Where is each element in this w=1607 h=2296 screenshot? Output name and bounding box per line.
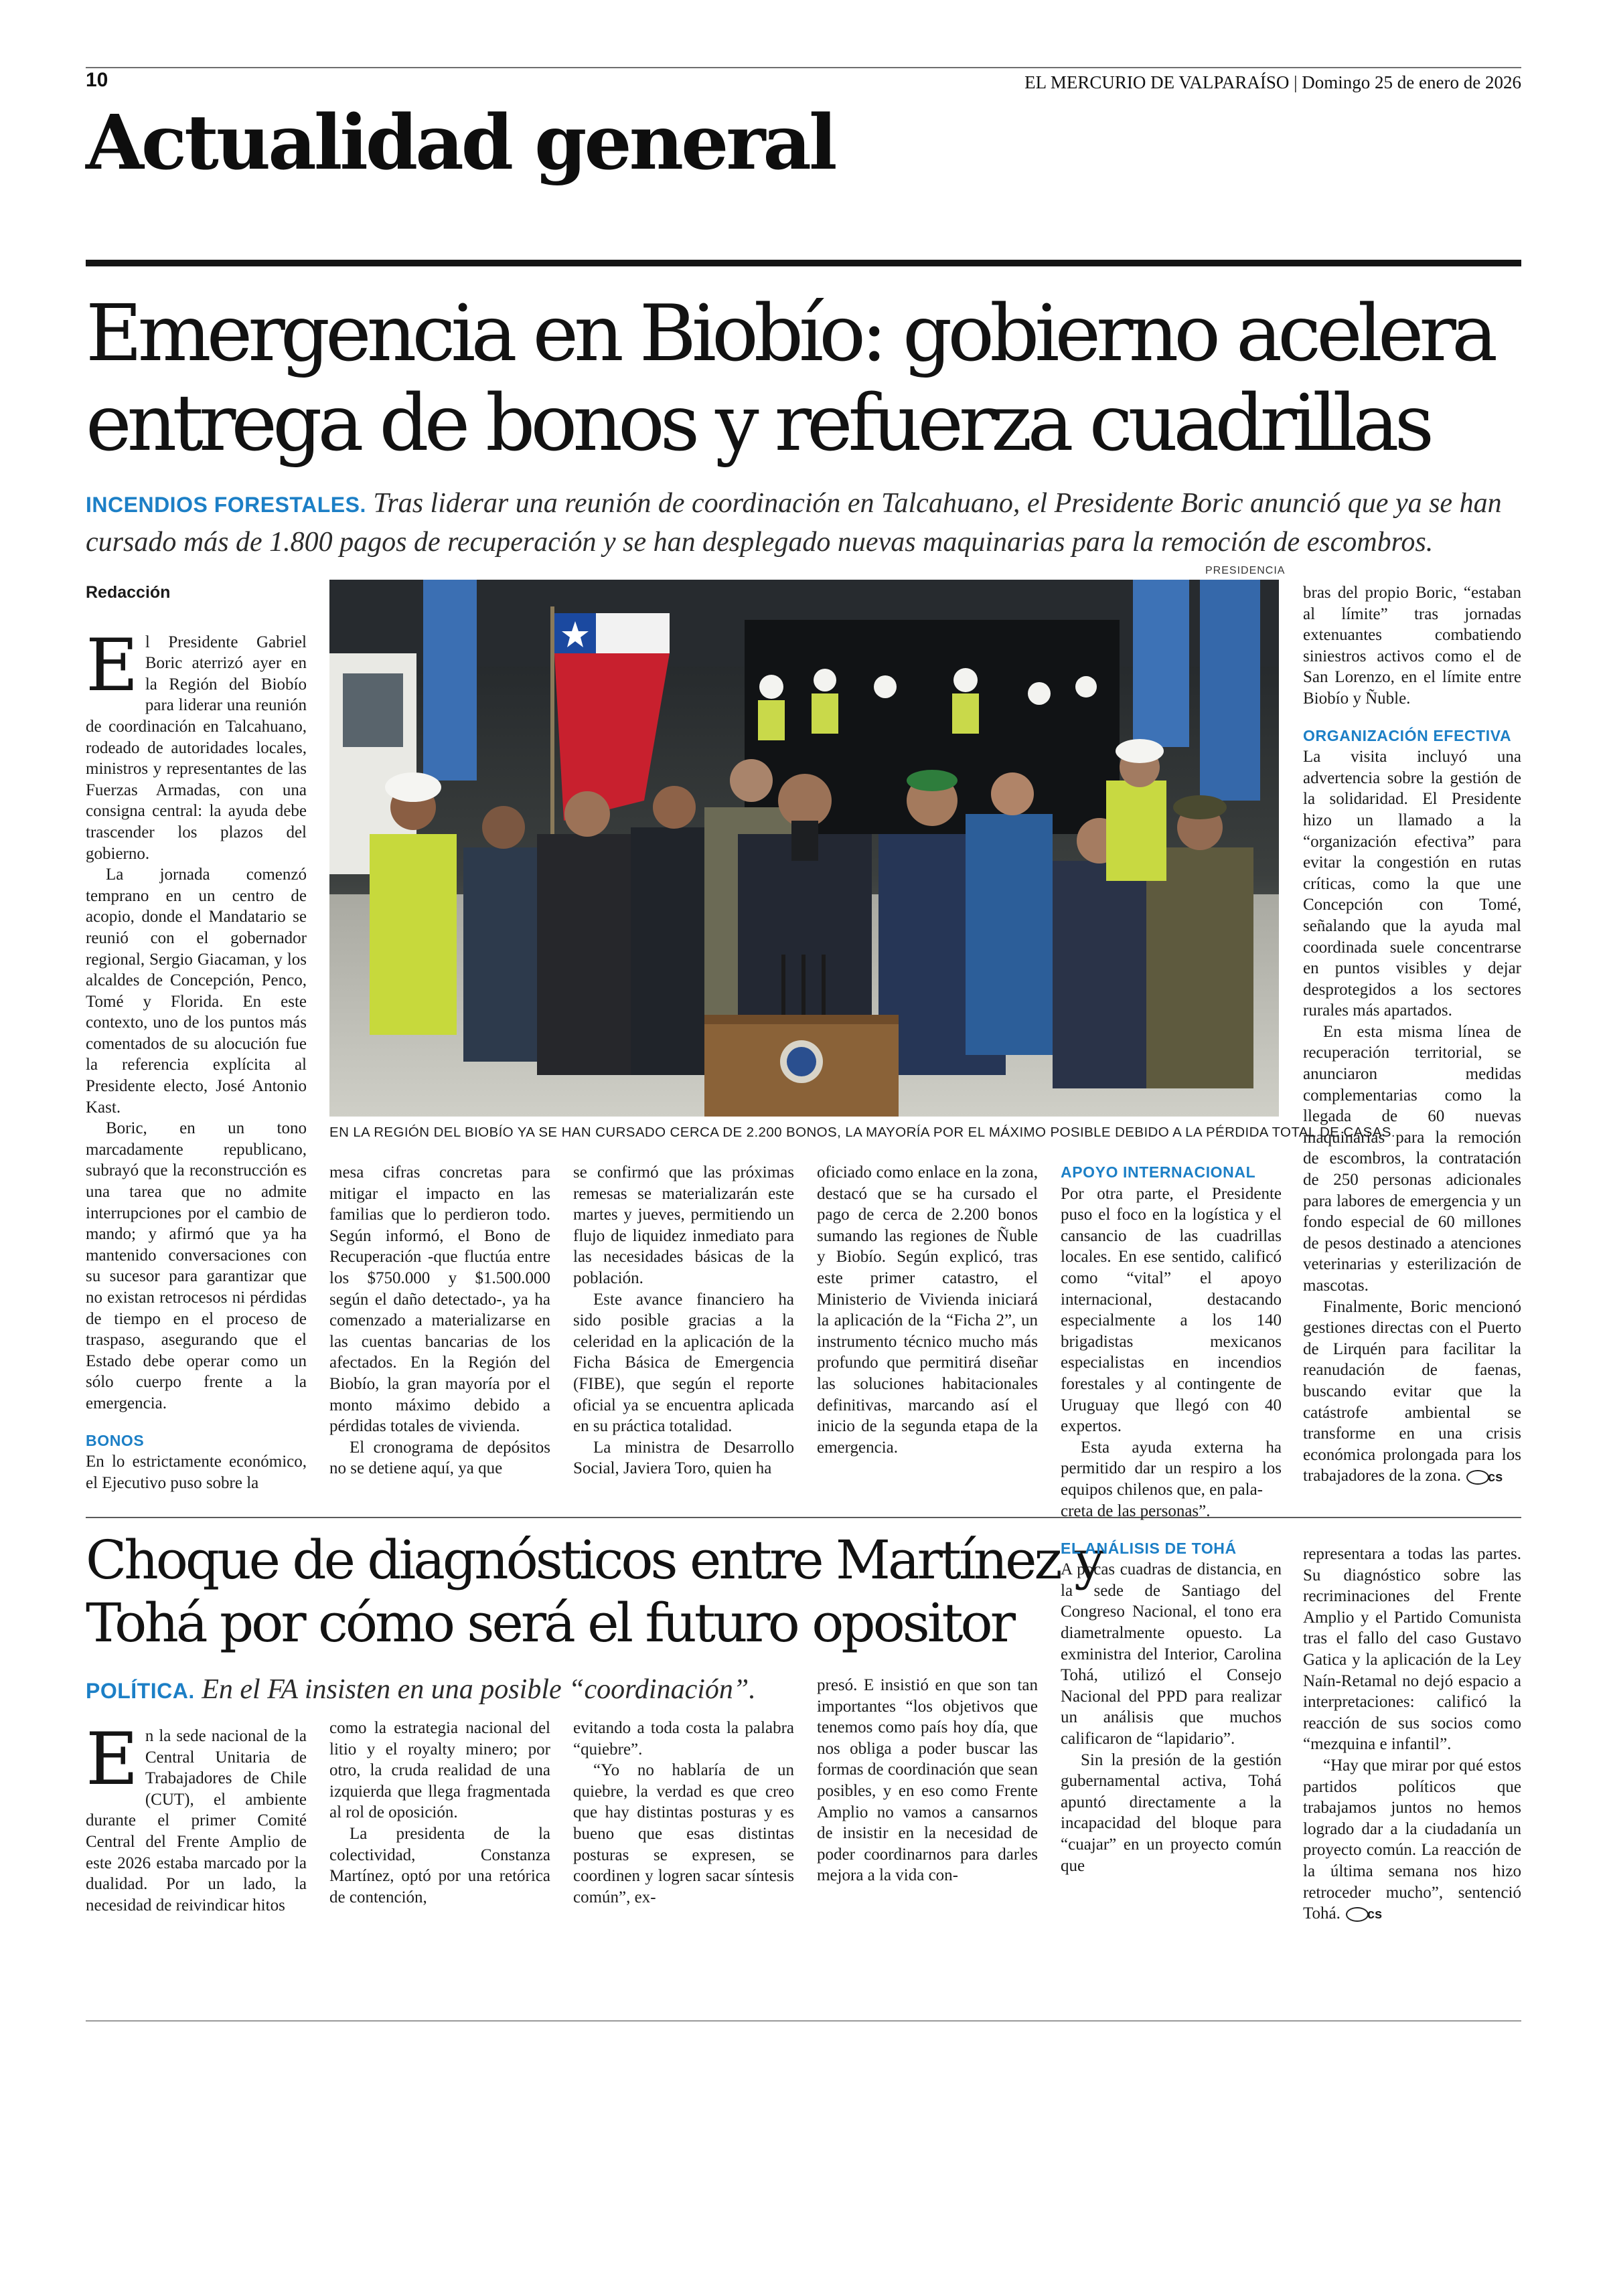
headline-second-line2: Tohá por cómo será el futuro opositor [86,1592,1013,1654]
story2-paragraph-1-cont: como la estrategia nacional del litio y el royalty minero; por otro, la cruda realidad de una izquierda que llega fragmentada al rol de oposición. [329,1719,550,1822]
story1-paragraph-9-start: Esta ayuda externa ha permitido dar un respiro a los equipos chilenos que, en pala- [1061,1438,1282,1499]
story2-paragraph-1-start: En la sede nacional de la Central Unitaria de Trabajadores de Chile (CUT), el ambiente durante el primer Comité Central del Frente Amplio de este 2026 estaba marcado por la dualidad. Por un lado, la necesidad de reivindicar hitos [86,1718,307,1914]
story2-column-2 [329,1718,550,1980]
bottom-rule [86,2020,1521,2022]
main-photo-illustration [329,580,1279,1117]
story1-paragraph-7-start: La ministra de Desarrollo Social, Javiera Toro, quien ha [573,1438,794,1478]
story2-column-1 [86,1718,307,1980]
story1-paragraph-11: En esta misma línea de recuperación territorial, se anunciaron medidas complementarias como la llegada de 60 nuevas maquinarias para la remoción de escombros, la contratación de 250 personas adicionales para labores de emergencia y un fondo especial de 60 millones de pesos destinado a atenciones veterinarias y esterilización de mascotas. [1303,1022,1521,1295]
story1-column-1 [86,582,307,1505]
story2-paragraph-2-start: La presidenta de la colectividad, Constanza Martínez, optó por una retórica de contención, [329,1824,550,1906]
end-of-article-mark-second: cs [1346,1907,1369,1922]
dropcap-second: E [86,1718,139,1801]
story2-paragraph-4: A pocas cuadras de distancia, en la sede de Santiago del Congreso Nacional, el tono era diametralmente opuesto. La exministra del Interior, Carolina Tohá, utilizó el Consejo Nacional del PPD para realizar un análisis que muchos calificaron de “lapidario”. [1061,1560,1282,1748]
story-divider [86,1517,1521,1518]
story1-paragraph-8: Por otra parte, el Presidente puso el foco en la logística y el cansancio de las cuadrillas locales. En ese sentido, calificó como “vital” el apoyo internacional, destacando especialmente a los 140 brigadistas mexicanos especialistas en incendios forestales y al contingente de Uruguay que llegó con 40 expertos. [1061,1184,1282,1436]
story1-paragraph-9-cont: bras del propio Boric, “estaban al límite” tras jornadas extenuantes combatiendo siniestros activos como el de San Lorenzo, en el límite entre Biobío y Ñuble. [1303,584,1521,708]
byline: Redacción [86,583,171,602]
end-of-article-mark: cs [1466,1470,1489,1485]
story1-paragraph-2: La jornada comenzó temprano en un centro de acopio, donde el Mandatario se reunió con el gobernador regional, Sergio Giacaman, y los alcaldes de Concepción, Penco, Tomé y Florida. En este contexto, uno de los puntos más comentados de su alocución fue la referencia explícita al Presidente electo, José Antonio Kast. [86,866,307,1117]
story1-column-2 [329,1162,550,1505]
story1-paragraph-5-cont: se confirmó que las próximas remesas se materializarán este martes y jueves, permitiendo un flujo de liquidez inmediato para las necesidades básicas de la población. [573,1163,794,1287]
headline-main [86,289,1521,469]
story2-paragraph-2-cont: evitando a toda costa la palabra “quiebre”. [573,1719,794,1758]
story1-paragraph-12-text: Finalmente, Boric mencionó gestiones directas con el Puerto de Lirquén para facilitar la reanudación de faenas, buscando evitar que la catástrofe ambiental se transforme en una crisis económica prolongada para los trabajadores de la zona. [1303,1297,1521,1485]
story1-paragraph-3: Boric, en un tono marcadamente republicano, subrayó que la reconstrucción es una tarea que no admite interrupciones por el cambio de mando; y afirmó que ya ha mantenido conversaciones con su sucesor para garantizar que no existan retrocesos ni pérdidas de tiempo en el proceso de traspaso, asegurando que el Estado debe operar como un sólo cuerpo frente a la emergencia. [86,1119,307,1412]
standfirst-main-text: Tras liderar una reunión de coordinación en Talcahuano, el Presidente Boric anunció que ya se han cursado más de 1.800 pagos de recuperación y se han desplegado nuevas maquinarias para la remoción de escombros. [86,488,1502,558]
story2-paragraph-6 [1303,1755,1521,1924]
story2-column-3 [573,1718,794,1980]
story1-column-3 [573,1162,794,1505]
story1-paragraph-5-start: El cronograma de depósitos no se detiene aquí, ya que [329,1438,550,1478]
subhead-bonos: BONOS [86,1431,145,1449]
story1-column-5 [1061,1162,1282,1505]
masthead: EL MERCURIO DE VALPARAÍSO | Domingo 25 de enero de 2026 [1024,72,1521,92]
standfirst-second-text: En el FA insisten en una posible “coordinación”. [202,1674,756,1705]
story1-paragraph-6: Este avance financiero ha sido posible gracias a la celeridad en la aplicación de la Ficha Básica de Emergencia (FIBE), que según el reporte oficial ya se encuentra aplicada en su práctica totalidad. [573,1290,794,1436]
subhead-apoyo: APOYO INTERNACIONAL [1061,1163,1256,1181]
story1-paragraph-7-cont: oficiado como enlace en la zona, destacó que se ha cursado el pago de cerca de 2.200 bonos sumando las regiones de Ñuble y Biobío. Según explicó, tras este primer catastro, el Ministerio de Vivienda iniciará la aplicación de la “Ficha 2”, un instrumento técnico mucho más profundo que permitirá diseñar las soluciones habitacionales definitivas, marcando así el inicio de la segunda etapa de la emergencia. [817,1163,1038,1457]
photo-caption: EN LA REGIÓN DEL BIOBÍO YA SE HAN CURSADO CERCA DE 2.200 BONOS, LA MAYORÍA POR EL MÁXIMO POSIBLE DEBIDO A LA PÉRDIDA TOTAL DE CASAS. [329,1125,1395,1140]
story1-paragraph-1-text: l Presidente Gabriel Boric aterrizó ayer en la Región del Biobío para liderar una reunión de coordinación en Talcahuano, rodeado de autoridades locales, ministros y representantes de las Fuerzas Armadas, con una consigna central: la ayuda debe trascender los plazos del gobierno. [86,633,307,863]
dropcap: E [86,623,139,708]
photo-credit: PRESIDENCIA [1205,565,1286,576]
story2-paragraph-3-start: “Yo no hablaría de un quiebre, la verdad es que creo que hay distintas posturas y es bueno que esas distintas posturas se expresen, se coordinen y logren sacar síntesis común”, ex- [573,1761,794,1906]
story2-paragraph-3-cont: presó. E insistió en que son tan importantes “los objetivos que tenemos como país hoy día, que nos obliga a poder buscar las formas de coordinación que sean posibles, y en eso como Frente Amplio no vamos a cansarnos de insistir en la necesidad de poder coordinarnos para darles mejora a la vida con- [817,1676,1038,1885]
kicker-incendios: INCENDIOS FORESTALES. [86,493,366,517]
story1-paragraph-4-start: En lo estrictamente económico, el Ejecutivo puso sobre la [86,1453,307,1492]
standfirst-main [86,485,1521,561]
headline-second-line1: Choque de diagnósticos entre Martínez y [86,1529,1102,1591]
story1-paragraph-10: La visita incluyó una advertencia sobre la gestión de la solidaridad. El Presidente hizo un llamado a la “organización efectiva” para evitar la congestión en rutas críticas, como la que une Concepción con Tomé, señalando que la ayuda mal coordinada suele concentrarse en puntos visibles y dejar desprotegidos a los sectores rurales más apartados. [1303,748,1521,1020]
story1-paragraph-12 [1303,1297,1521,1487]
story2-paragraph-5-start: Sin la presión de la gestión gubernamental activa, Tohá apuntó directamente a la incapacidad del bloque para “cuajar” en un proyecto común que [1061,1750,1282,1875]
story2-column-4 [817,1675,1038,1980]
subhead-organizacion: ORGANIZACIÓN EFECTIVA [1303,726,1512,744]
story2-column-6 [1303,1544,1521,1980]
section-title: Actualidad general [86,99,835,187]
story1-column-6 [1303,582,1521,1505]
story2-paragraph-3-end: creta de las personas”. [1061,1502,1211,1520]
page-number: 10 [86,69,108,91]
subhead-analisis-toha: EL ANÁLISIS DE TOHÁ [1061,1539,1237,1557]
top-rule [86,67,1521,68]
headline-main-line2: entrega de bonos y refuerza cuadrillas [86,378,1430,469]
section-rule [86,260,1521,266]
headline-second [86,1529,1102,1655]
story2-column-5 [1061,1501,1282,1980]
headline-main-line1: Emergencia en Biobío: gobierno acelera [86,289,1494,379]
kicker-politica: POLÍTICA. [86,1679,195,1703]
story1-column-4 [817,1162,1038,1505]
story2-paragraph-5-cont: representara a todas las partes. Su diagnóstico sobre las recriminaciones del Frente Amplio y el Partido Comunista tras el fallo del caso Gustavo Gatica y la aplicación de la Ley Naín-Retamal no dejó espacio a interpretaciones: calificó la reacción de sus socios como “mezquina e infantil”. [1303,1545,1521,1754]
story1-paragraph-1 [86,623,307,865]
story2-paragraph-6-text: “Hay que mirar por qué estos partidos políticos que trabajamos juntos no hemos logrado dar a la ciudadanía un proyecto común. La reacción de la última semana nos hizo retroceder mucho”, sentenció Tohá. [1303,1756,1521,1923]
main-photo [329,580,1279,1117]
story1-paragraph-4-cont: mesa cifras concretas para mitigar el impacto en las familias que lo perdieron todo. Según informó, el Bono de Recuperación -que fluctúa entre los $750.000 y $1.500.000 según el daño detectado-, ya ha comenzado a materializarse en las cuentas bancarias de los afectados. En la Región del Biobío, la gran mayoría por el monto máximo debido a pérdidas totales de vivienda. [329,1163,550,1436]
